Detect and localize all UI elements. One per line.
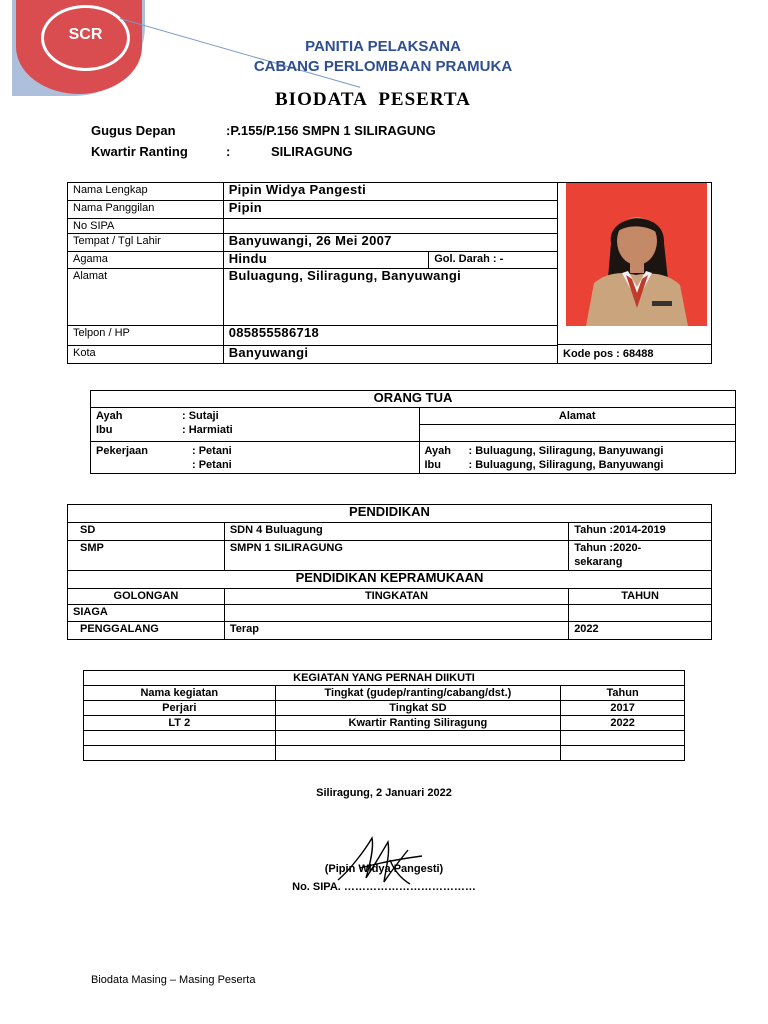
table-row	[68, 571, 712, 589]
kota-value: Banyuwangi	[223, 346, 557, 364]
smp-school: SMPN 1 SILIRAGUNG	[224, 541, 568, 571]
tingkatan-header: TINGKATAN	[224, 589, 568, 605]
kepramukaan-title: PENDIDIKAN KEPRAMUKAAN	[68, 571, 712, 589]
photo-frame	[557, 182, 712, 344]
sd-tahun: Tahun :2014-2019	[569, 523, 712, 541]
siaga-tingkatan	[224, 605, 568, 622]
telpon-value: 085855586718	[223, 326, 557, 346]
smp-tahun: Tahun :2020-	[574, 542, 642, 554]
orang-tua-table	[90, 390, 736, 474]
pendidikan-table	[67, 504, 712, 640]
agama-value: Hindu	[223, 252, 429, 269]
table-row	[68, 589, 712, 605]
orang-tua-title: ORANG TUA	[91, 391, 736, 408]
kegiatan-header-tahun: Tahun	[561, 686, 685, 701]
table-row	[68, 252, 558, 269]
alamat-ayah-value: : Buluagung, Siliragung, Banyuwangi	[468, 445, 664, 457]
table-row	[91, 391, 736, 408]
table-row	[68, 605, 712, 622]
kwartir-colon: :	[226, 144, 231, 159]
kegiatan-nama	[84, 746, 276, 761]
kegiatan-nama	[84, 731, 276, 746]
kegiatan-header-nama: Nama kegiatan	[84, 686, 276, 701]
sd-level: SD	[68, 523, 225, 541]
biodata-table	[67, 182, 558, 364]
kegiatan-title: KEGIATAN YANG PERNAH DIIKUTI	[84, 671, 685, 686]
ibu-value: : Harmiati	[182, 424, 233, 436]
pekerjaan-label: Pekerjaan	[96, 445, 148, 457]
table-row	[68, 505, 712, 523]
kegiatan-tingkat	[275, 746, 561, 761]
table-row	[84, 701, 685, 716]
place-date: Siliragung, 2 Januari 2022	[316, 787, 452, 799]
pekerjaan-ibu: : Petani	[192, 459, 232, 471]
kegiatan-tahun: 2017	[561, 701, 685, 716]
parents-names-cell	[91, 408, 420, 442]
kode-pos-cell	[557, 344, 712, 364]
pekerjaan-cell	[91, 442, 420, 474]
kode-pos-value: Kode pos : 68488	[558, 345, 712, 364]
table-row	[68, 523, 712, 541]
no-sipa-label: No SIPA	[68, 219, 224, 234]
table-row	[84, 731, 685, 746]
kegiatan-tingkat: Tingkat SD	[275, 701, 561, 716]
kwartir-label: Kwartir Ranting	[91, 144, 188, 159]
pekerjaan-ayah: : Petani	[192, 445, 232, 457]
penggalang-tahun: 2022	[569, 622, 712, 640]
parents-address-cell	[419, 442, 736, 474]
gudep-label: Gugus Depan	[91, 123, 176, 138]
kegiatan-nama: LT 2	[84, 716, 276, 731]
kegiatan-tahun: 2022	[561, 716, 685, 731]
alamat-header-cell	[419, 408, 736, 442]
alamat-label: Alamat	[68, 269, 224, 326]
smp-level: SMP	[68, 541, 225, 571]
table-row	[84, 686, 685, 701]
agama-label: Agama	[68, 252, 224, 269]
kegiatan-tingkat: Kwartir Ranting Siliragung	[275, 716, 561, 731]
table-row	[91, 442, 736, 474]
kota-label: Kota	[68, 346, 224, 364]
ayah-label: Ayah	[96, 410, 123, 422]
kwartir-value: SILIRAGUNG	[271, 144, 353, 159]
sipa-number: No. SIPA. ………………………………	[292, 881, 476, 893]
golongan-header: GOLONGAN	[68, 589, 225, 605]
ayah-value: : Sutaji	[182, 410, 219, 422]
kegiatan-tahun	[561, 746, 685, 761]
alamat-header: Alamat	[420, 408, 736, 425]
nama-panggilan-value: Pipin	[223, 201, 557, 219]
table-row	[68, 234, 558, 252]
pendidikan-title: PENDIDIKAN	[68, 505, 712, 523]
kegiatan-header-tingkat: Tingkat (gudep/ranting/cabang/dst.)	[275, 686, 561, 701]
no-sipa-value	[223, 219, 557, 234]
table-row	[91, 408, 736, 442]
kegiatan-tingkat	[275, 731, 561, 746]
kegiatan-tahun	[561, 731, 685, 746]
table-row	[84, 671, 685, 686]
footer-text: Biodata Masing – Masing Peserta	[91, 974, 256, 986]
alamat-ayah-label: Ayah	[424, 445, 451, 457]
tahun-header: TAHUN	[569, 589, 712, 605]
kegiatan-nama: Perjari	[84, 701, 276, 716]
alamat-ibu-label: Ibu	[424, 459, 441, 471]
ibu-label: Ibu	[96, 424, 113, 436]
logo-text: SCR	[68, 26, 103, 43]
signature-name: (Pipin Widya Pangesti)	[324, 863, 444, 875]
telpon-label: Telpon / HP	[68, 326, 224, 346]
table-row	[68, 326, 558, 346]
table-row	[68, 201, 558, 219]
table-row	[68, 269, 558, 326]
alamat-value: Buluagung, Siliragung, Banyuwangi	[223, 269, 557, 326]
penggalang-tingkatan: Terap	[224, 622, 568, 640]
alamat-ibu-value: : Buluagung, Siliragung, Banyuwangi	[468, 459, 664, 471]
nama-panggilan-label: Nama Panggilan	[68, 201, 224, 219]
smp-tahun-2: sekarang	[574, 556, 623, 568]
siaga-tahun	[569, 605, 712, 622]
table-row	[84, 746, 685, 761]
table-row	[68, 219, 558, 234]
ttl-value: Banyuwangi, 26 Mei 2007	[223, 234, 557, 252]
siaga-golongan: SIAGA	[68, 605, 225, 622]
table-row	[68, 346, 558, 364]
ttl-label: Tempat / Tgl Lahir	[68, 234, 224, 252]
table-row	[68, 183, 558, 201]
header-line-1: PANITIA PELAKSANA	[305, 38, 461, 55]
sd-school: SDN 4 Buluagung	[224, 523, 568, 541]
kegiatan-table	[83, 670, 685, 761]
participant-photo	[566, 183, 707, 326]
table-row	[84, 716, 685, 731]
penggalang-golongan: PENGGALANG	[68, 622, 225, 640]
gudep-value: :P.155/P.156 SMPN 1 SILIRAGUNG	[226, 123, 436, 138]
table-row	[68, 541, 712, 571]
gol-darah-value: Gol. Darah : -	[429, 252, 558, 269]
page-title: BIODATA PESERTA	[275, 89, 471, 110]
participant-photo-figure	[566, 183, 707, 326]
table-row	[68, 622, 712, 640]
smp-tahun-cell	[569, 541, 712, 571]
nama-lengkap-label: Nama Lengkap	[68, 183, 224, 201]
header-line-2: CABANG PERLOMBAAN PRAMUKA	[253, 58, 513, 75]
nama-lengkap-value: Pipin Widya Pangesti	[223, 183, 557, 201]
